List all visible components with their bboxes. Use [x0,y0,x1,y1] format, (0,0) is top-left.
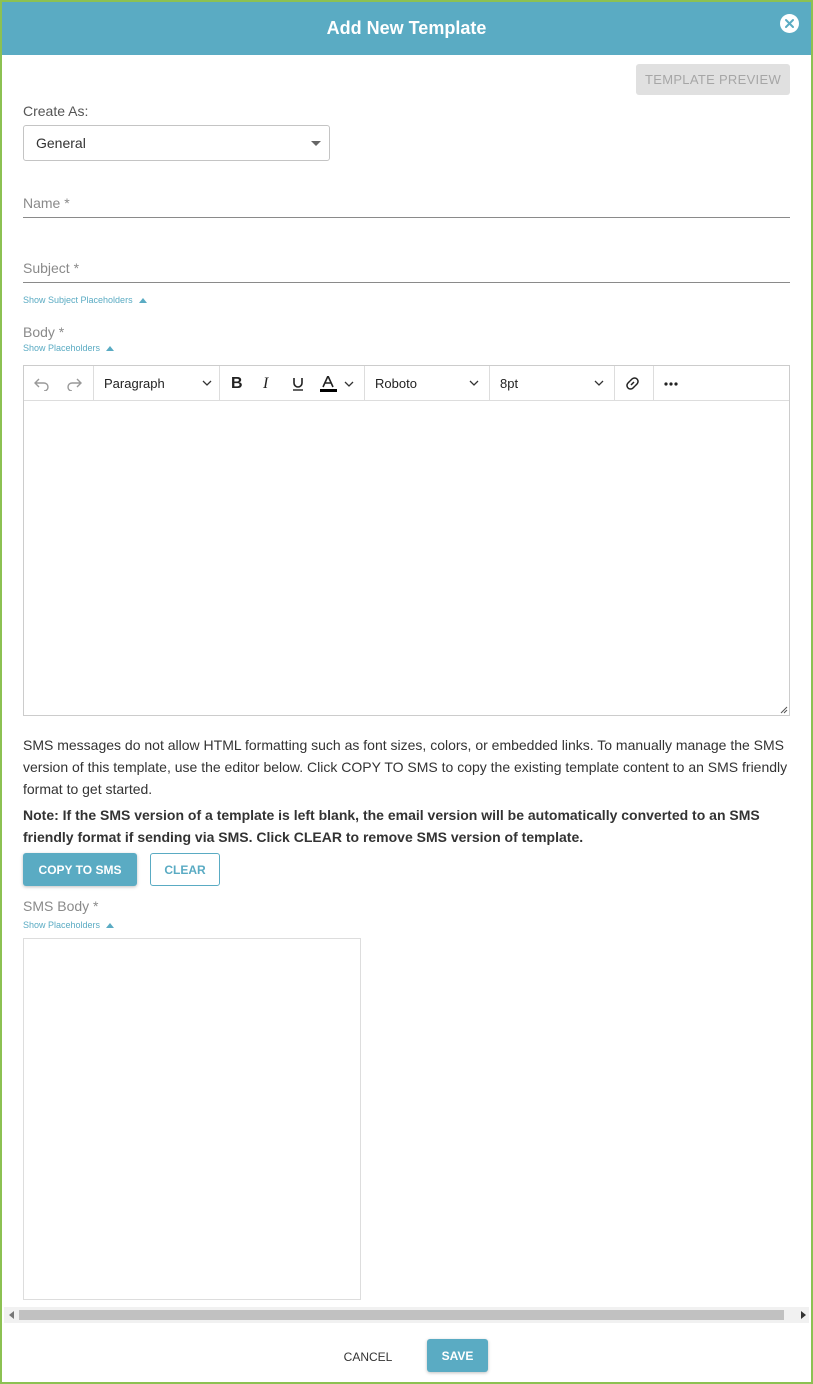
caret-up-icon [139,298,147,303]
scroll-right-icon[interactable] [801,1311,806,1319]
close-icon[interactable] [780,14,799,33]
template-preview-button[interactable]: TEMPLATE PREVIEW [636,64,790,95]
scroll-left-icon[interactable] [9,1311,14,1319]
font-family-dropdown[interactable] [375,366,479,401]
subject-input[interactable] [23,253,790,283]
horizontal-scrollbar[interactable] [4,1307,809,1323]
underline-icon[interactable] [292,366,306,401]
text-color-icon[interactable] [320,366,356,401]
copy-to-sms-button[interactable]: COPY TO SMS [23,853,137,886]
body-editor-content[interactable] [24,401,789,715]
chevron-down-icon [594,380,604,386]
editor-toolbar [24,366,789,401]
chevron-down-icon [202,380,212,386]
caret-down-icon [311,141,321,147]
caret-up-icon [106,346,114,351]
create-as-select[interactable] [23,125,330,161]
show-subject-placeholders-label: Show Subject Placeholders [23,295,133,305]
chevron-down-icon [344,381,354,387]
sms-body-textarea[interactable] [23,938,361,1300]
block-format-dropdown[interactable] [104,366,212,401]
sms-note-text: Note: If the SMS version of a template is left blank, the email version will be automatically converted to an SMS friendly format if sending via SMS. Click CLEAR to remove SMS version of template. [23,807,760,845]
show-body-placeholders-label: Show Placeholders [23,343,101,353]
resize-grip-icon[interactable] [780,706,788,714]
more-options-icon[interactable] [664,366,680,401]
undo-icon[interactable] [34,366,54,401]
bold-icon[interactable]: B [231,374,243,392]
body-editor [23,365,790,716]
sms-info-text: SMS messages do not allow HTML formatting such as font sizes, colors, or embedded links. To manually manage the SMS version of this template, use the editor below. Click COPY TO SMS to copy the existing template content to an SMS friendly format to get started. [23,737,788,797]
body-label: Body * [23,324,65,340]
name-label: Name * [23,195,70,211]
show-subject-placeholders-link[interactable] [23,295,147,305]
show-sms-placeholders-link[interactable] [23,920,114,930]
create-as-label: Create As: [23,103,89,119]
redo-icon[interactable] [66,366,86,401]
block-format-value: Paragraph [104,376,165,391]
clear-button[interactable]: CLEAR [150,853,220,886]
caret-up-icon [106,923,114,928]
show-body-placeholders-link[interactable] [23,343,114,353]
cancel-button[interactable]: CANCEL [343,1349,393,1364]
sms-body-label: SMS Body * [23,898,99,914]
font-family-value: Roboto [375,376,417,391]
font-size-dropdown[interactable] [500,366,604,401]
dialog-header [2,2,811,55]
italic-icon[interactable]: I [263,374,269,392]
chevron-down-icon [469,380,479,386]
scrollbar-thumb[interactable] [19,1310,784,1320]
create-as-value: General [36,135,86,151]
link-icon[interactable] [624,366,642,401]
subject-label: Subject * [23,260,80,276]
name-input[interactable] [23,188,790,218]
font-size-value: 8pt [500,376,519,391]
show-sms-placeholders-label: Show Placeholders [23,920,101,930]
dialog-title: Add New Template [326,18,487,38]
save-button[interactable]: SAVE [427,1339,488,1372]
